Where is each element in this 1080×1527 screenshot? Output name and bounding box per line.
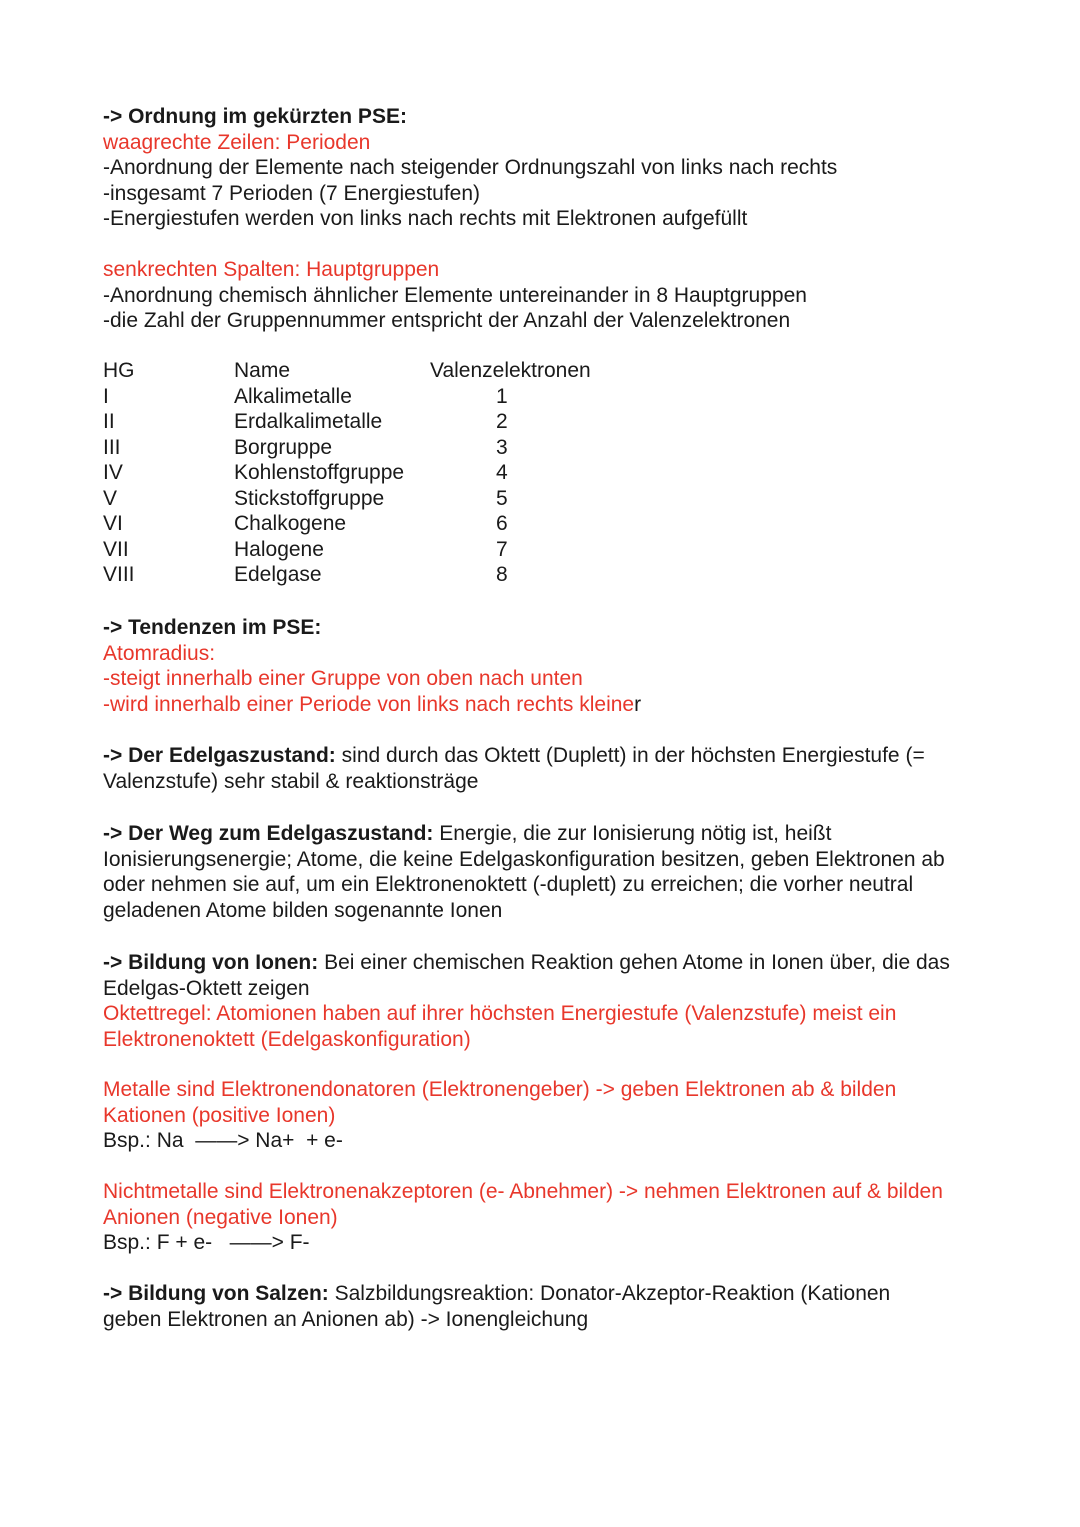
atomradius-line: [103, 692, 983, 718]
valence-cell: 8: [496, 563, 508, 586]
order-heading: -> Ordnung im gekürzten PSE:: [103, 105, 407, 128]
hg-cell: VII: [103, 537, 129, 561]
perioden-title: waagrechte Zeilen: Perioden: [103, 130, 371, 154]
hg-cell: VI: [103, 512, 123, 535]
metalle-example: Bsp.: Na ——> Na+ + e-: [103, 1129, 343, 1152]
salze-heading: -> Bildung von Salzen:: [103, 1282, 329, 1305]
name-cell: Edelgase: [234, 563, 322, 586]
perioden-line: -Anordnung der Elemente nach steigender Ordnungszahl von links nach rechts: [103, 156, 838, 179]
table-row: [103, 435, 703, 461]
hg-cell: I: [103, 384, 109, 408]
section-nichtmetalle: [103, 1179, 988, 1256]
edelgaszustand-text: sind durch das Oktett (Duplett) in der höchsten Energiestufe (= Valenzstufe) sehr stabil & reaktionsträge: [103, 744, 925, 793]
valence-cell: 1: [496, 384, 508, 408]
table-header: [103, 358, 703, 384]
oktettregel: Oktettregel: Atomionen haben auf ihrer höchsten Energiestufe (Valenzstufe) meist ein Elektronenoktett (Edelgaskonfiguration): [103, 1002, 897, 1051]
hg-cell: II: [103, 410, 115, 433]
section-tendenzen: [103, 615, 983, 717]
salze-text: Salzbildungsreaktion: Donator-Akzeptor-Reaktion (Kationen geben Elektronen an Anionen ab) -> Ionengleichung: [103, 1282, 891, 1331]
table-row: [103, 486, 703, 512]
atomradius-line: -steigt innerhalb einer Gruppe von oben nach unten: [103, 667, 583, 690]
section-weg: [103, 821, 988, 923]
valence-cell: 6: [496, 512, 508, 535]
hg-cell: III: [103, 435, 121, 459]
header-hg: HG: [103, 359, 135, 382]
name-cell: Kohlenstoffgruppe: [234, 461, 405, 484]
valence-cell: 3: [496, 435, 508, 459]
valence-cell: 4: [496, 461, 508, 484]
name-cell: Erdalkalimetalle: [234, 410, 383, 433]
metalle-text: Metalle sind Elektronendonatoren (Elektronengeber) -> geben Elektronen ab & bilden Kationen (positive Ionen): [103, 1078, 897, 1127]
section-ionen: [103, 950, 953, 1052]
table-row: [103, 384, 703, 410]
section-metalle: [103, 1077, 953, 1154]
valence-cell: 5: [496, 486, 508, 510]
nichtmetalle-text: Nichtmetalle sind Elektronenakzeptoren (e- Abnehmer) -> nehmen Elektronen auf & bilden Anionen (negative Ionen): [103, 1180, 943, 1229]
name-cell: Borgruppe: [234, 435, 333, 459]
atomradius-line-end: r: [634, 692, 642, 716]
table-row: [103, 562, 703, 588]
perioden-line: -insgesamt 7 Perioden (7 Energiestufen): [103, 181, 481, 205]
ionen-heading: -> Bildung von Ionen:: [103, 951, 319, 974]
table-row: [103, 537, 703, 563]
section-order: [103, 104, 983, 232]
table-row: [103, 409, 703, 435]
atomradius-line-red: -wird innerhalb einer Periode von links nach rechts kleine: [103, 692, 635, 716]
header-name: Name: [234, 359, 291, 382]
table-row: [103, 511, 703, 537]
gruppen-line: -die Zahl der Gruppennummer entspricht der Anzahl der Valenzelektronen: [103, 309, 791, 332]
hg-table: [103, 358, 703, 588]
section-edelgaszustand: [103, 743, 973, 794]
ionen-text: Bei einer chemischen Reaktion gehen Atome in Ionen über, die das Edelgas-Oktett zeigen: [103, 951, 950, 1000]
name-cell: Chalkogene: [234, 512, 347, 535]
hg-cell: V: [103, 486, 118, 510]
nichtmetalle-example: Bsp.: F + e- ——> F-: [103, 1231, 310, 1254]
gruppen-title: senkrechten Spalten: Hauptgruppen: [103, 258, 440, 281]
section-salze: [103, 1281, 943, 1332]
hg-cell: IV: [103, 461, 123, 484]
tendenzen-heading: -> Tendenzen im PSE:: [103, 616, 322, 639]
valence-cell: 2: [496, 410, 508, 433]
name-cell: Halogene: [234, 537, 324, 561]
gruppen-line: -Anordnung chemisch ähnlicher Elemente untereinander in 8 Hauptgruppen: [103, 283, 807, 307]
weg-text: Energie, die zur Ionisierung nötig ist, heißt Ionisierungsenergie; Atome, die keine Edelgaskonfiguration besitzen, geben Elektronen ab oder nehmen sie auf, um ein Elektronenoktett (-duplett) zu erreichen; die vorher neutral geladenen Atome bilden sogenannte Ionen: [103, 822, 945, 922]
hg-cell: VIII: [103, 563, 135, 586]
header-valenzelektronen: Valenzelektronen: [430, 359, 591, 382]
valence-cell: 7: [496, 537, 508, 561]
name-cell: Stickstoffgruppe: [234, 486, 385, 510]
atomradius-title: Atomradius:: [103, 641, 216, 665]
section-groups: [103, 257, 983, 334]
weg-heading: -> Der Weg zum Edelgaszustand:: [103, 822, 434, 845]
perioden-line: -Energiestufen werden von links nach rechts mit Elektronen aufgefüllt: [103, 207, 748, 230]
name-cell: Alkalimetalle: [234, 384, 352, 408]
edelgaszustand-heading: -> Der Edelgaszustand:: [103, 744, 336, 767]
table-row: [103, 460, 703, 486]
